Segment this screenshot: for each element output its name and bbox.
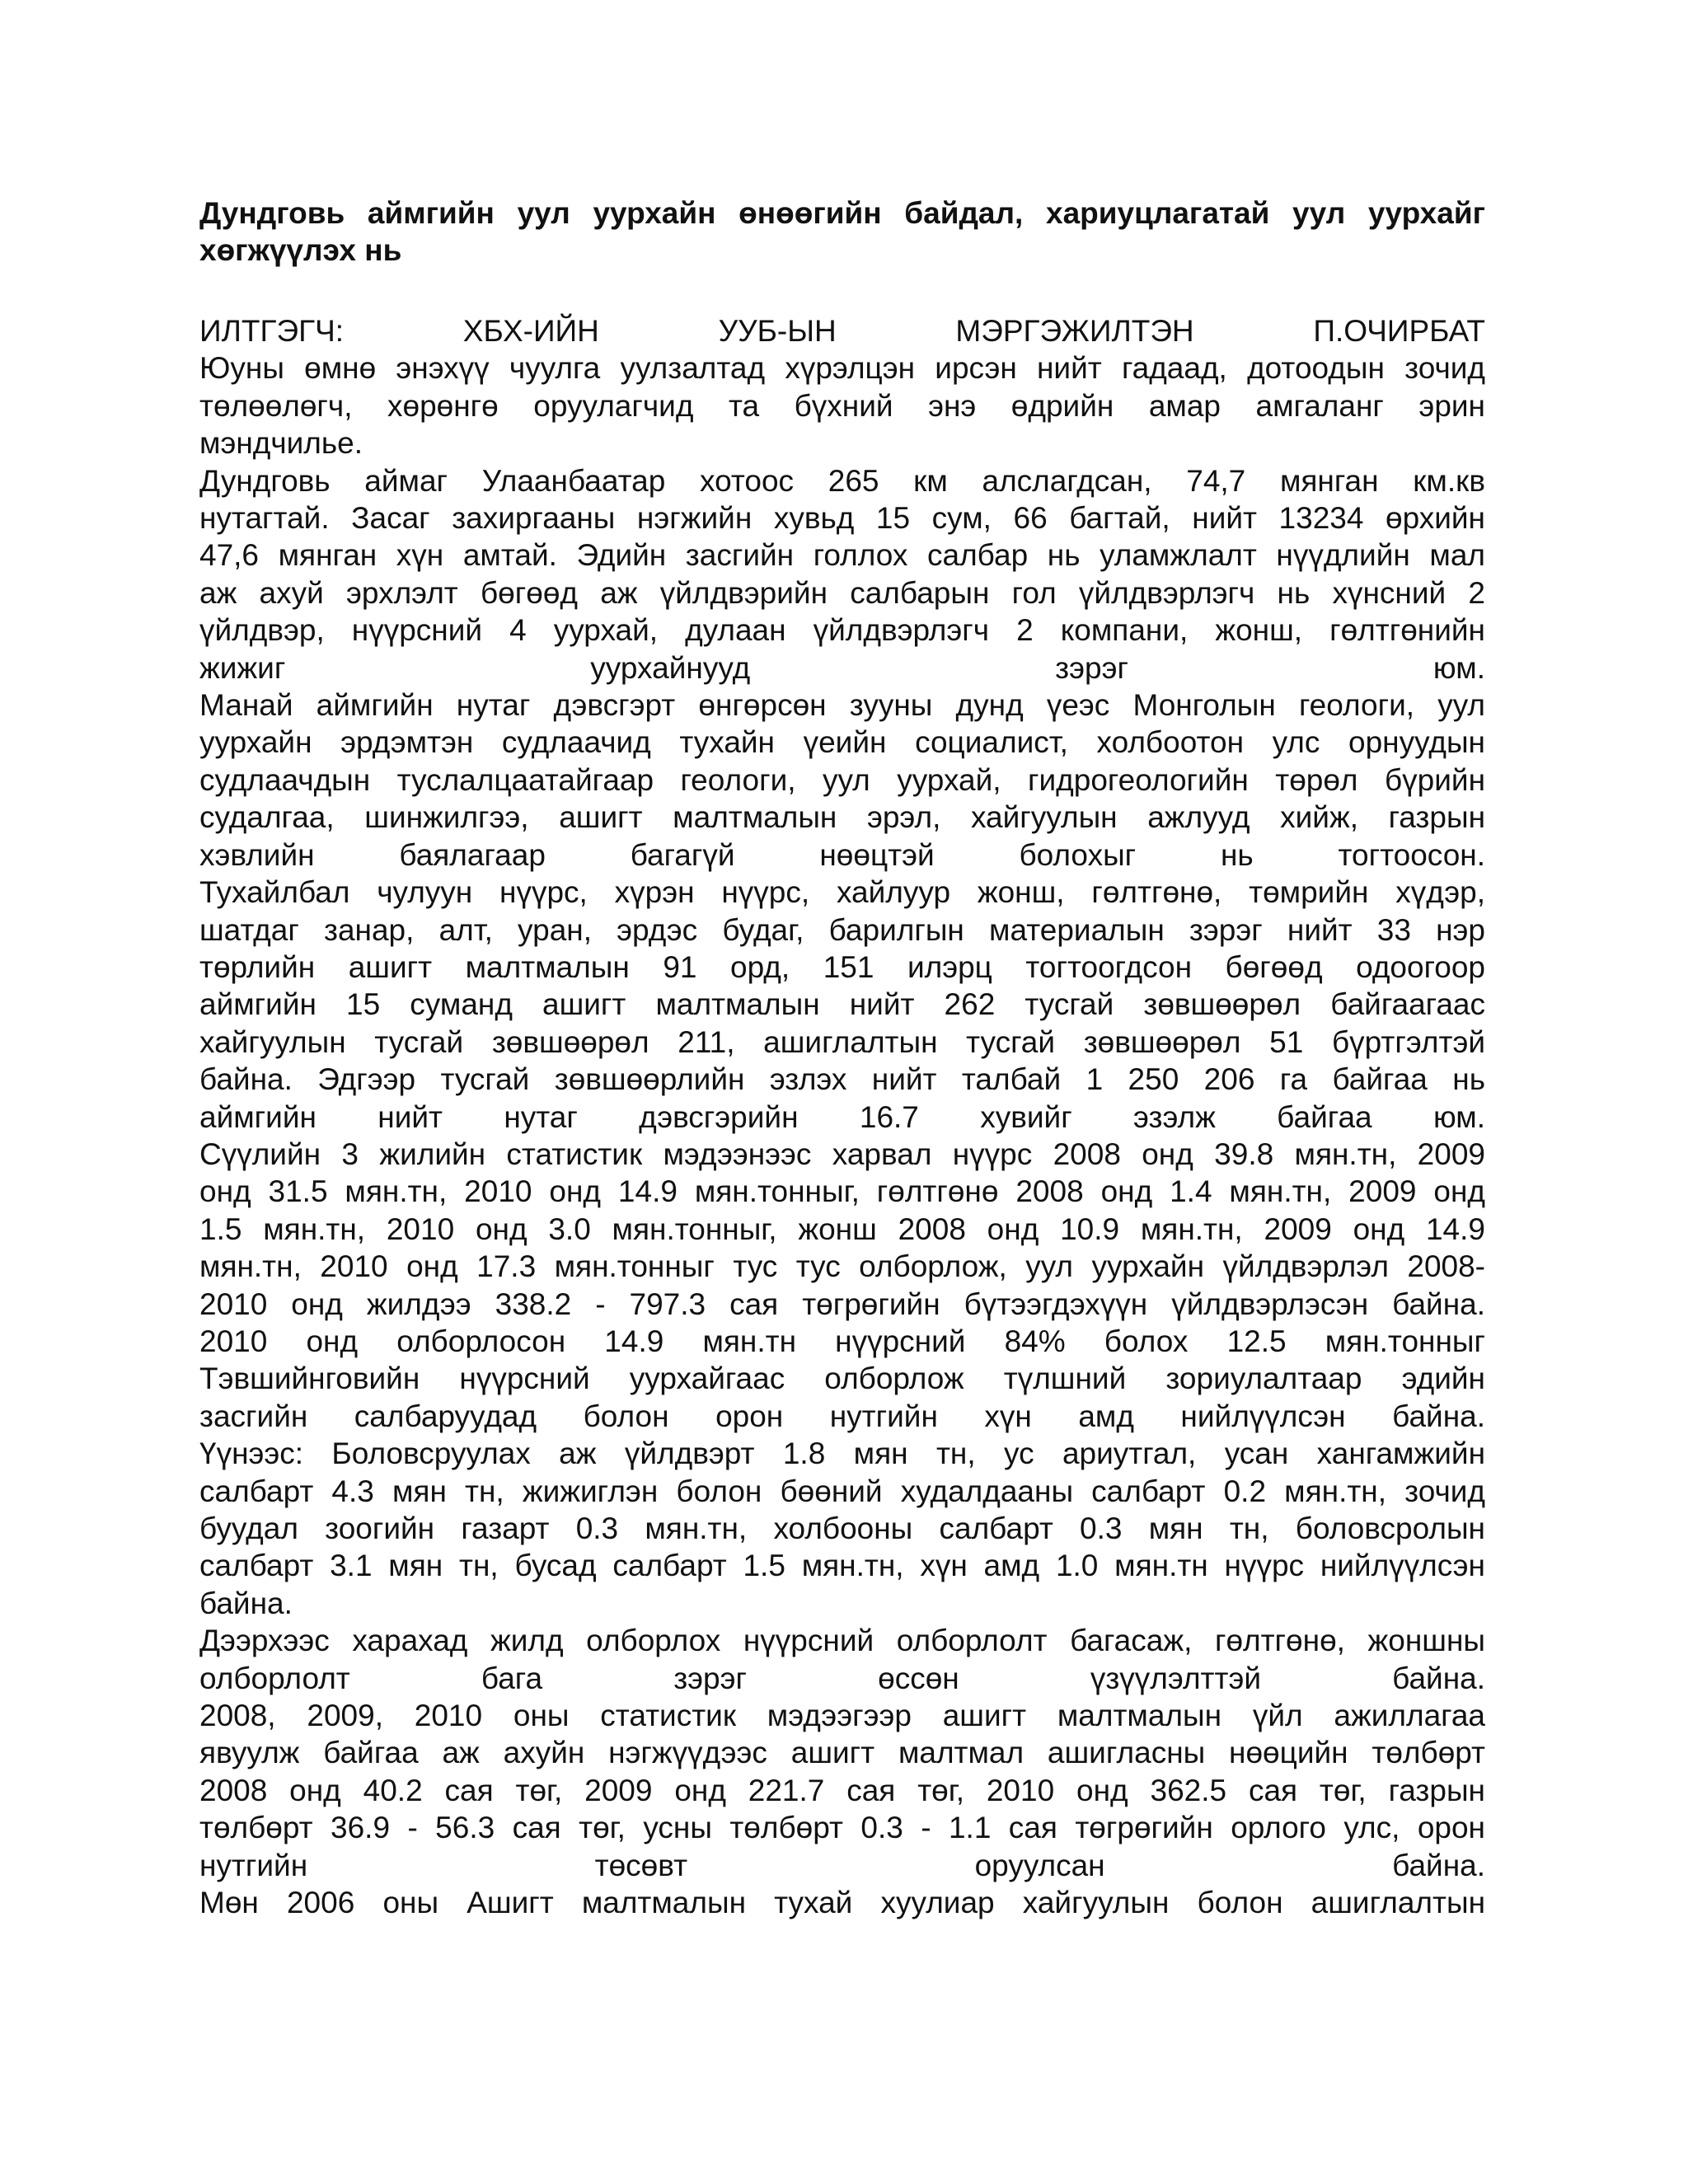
- body-line: төлбөрт 36.9 - 56.3 сая төг, усны төлбөрт 0.3 - 1.1 сая төгрөгийн орлого улс, орон: [199, 1811, 1485, 1845]
- body-line: байна.: [199, 1586, 293, 1620]
- body-line: Юуны өмнө энэхүү чуулга уулзалтад хүрэлцэн ирсэн нийт гадаад, дотоодын зочид: [199, 351, 1485, 386]
- body-line: аймгийн 15 суманд ашигт малтмалын нийт 262 тусгай зөвшөөрөл байгаагаас: [199, 987, 1485, 1022]
- body-line: төрлийн ашигт малтмалын 91 орд, 151 илэрц тогтоогдсон бөгөөд одоогоор: [199, 949, 1485, 984]
- body-line: мэндчилье.: [199, 426, 363, 461]
- body-line: 2008, 2009, 2010 оны статистик мэдээгээр ашигт малтмалын үйл ажиллагаа: [199, 1699, 1485, 1733]
- body-line: аж ахуй эрхлэлт бөгөөд аж үйлдвэрийн салбарын гол үйлдвэрлэгч нь хүнсний 2: [199, 575, 1485, 610]
- body-line: судлаачдын туслалцаатайгаар геологи, уул уурхай, гидрогеологийн төрөл бүрийн: [199, 762, 1485, 797]
- body-line: нутгийн төсөвт оруулсан байна.: [199, 1848, 1485, 1882]
- body-line: Дундговь аймаг Улаанбаатар хотоос 265 км алслагдсан, 74,7 мянган км.кв: [199, 463, 1485, 498]
- document-title: [199, 194, 1485, 269]
- body-line: Үүнээс: Боловсруулах аж үйлдвэрт 1.8 мян тн, ус ариутгал, усан хангамжийн: [199, 1436, 1485, 1471]
- body-line: хайгуулын тусгай зөвшөөрөл 211, ашиглалтын тусгай зөвшөөрөл 51 бүртгэлтэй: [199, 1024, 1485, 1059]
- title-line-2: хөгжүүлэх нь: [199, 233, 402, 267]
- body-line: аймгийн нийт нутаг дэвсгэрийн 16.7 хувийг эзэлж байгаа юм.: [199, 1099, 1485, 1134]
- body-line: нутагтай. Засаг захиргааны нэгжийн хувьд 15 сум, 66 багтай, нийт 13234 өрхийн: [199, 501, 1485, 536]
- body-line: ИЛТГЭГЧ: ХБХ-ИЙН УУБ-ЫН МЭРГЭЖИЛТЭН П.ОЧИРБАТ: [199, 314, 1485, 348]
- body-line: Манай аймгийн нутаг дэвсгэрт өнгөрсөн зууны дунд үеэс Монголын геологи, уул: [199, 688, 1485, 723]
- body-line: явуулж байгаа аж ахуйн нэгжүүдээс ашигт малтмал ашигласны нөөцийн төлбөрт: [199, 1736, 1485, 1770]
- body-line: уурхайн эрдэмтэн судлаачид тухайн үеийн социалист, холбоотон улс орнуудын: [199, 725, 1485, 760]
- body-line: Мөн 2006 оны Ашигт малтмалын тухай хуулиар хайгуулын болон ашиглалтын: [199, 1886, 1485, 1920]
- document-body: [199, 312, 1485, 1921]
- body-line: буудал зоогийн газарт 0.3 мян.тн, холбооны салбарт 0.3 мян тн, боловсролын: [199, 1511, 1485, 1545]
- body-line: салбарт 3.1 мян тн, бусад салбарт 1.5 мян.тн, хүн амд 1.0 мян.тн нүүрс нийлүүлсэн: [199, 1549, 1485, 1583]
- body-line: судалгаа, шинжилгээ, ашигт малтмалын эрэл, хайгуулын ажлууд хийж, газрын: [199, 800, 1485, 835]
- body-line: олборлолт бага зэрэг өссөн үзүүлэлттэй байна.: [199, 1661, 1485, 1695]
- document-page: [199, 194, 1485, 1921]
- body-line: 47,6 мянган хүн амтай. Эдийн засгийн голлох салбар нь уламжлалт нүүдлийн мал: [199, 538, 1485, 573]
- body-line: салбарт 4.3 мян тн, жижиглэн болон бөөний худалдааны салбарт 0.2 мян.тн, зочид: [199, 1474, 1485, 1508]
- body-line: мян.тн, 2010 онд 17.3 мян.тонныг тус тус олборлож, уул уурхайн үйлдвэрлэл 2008-: [199, 1249, 1485, 1284]
- title-line-1: Дундговь аймгийн уул уурхайн өнөөгийн байдал, хариуцлагатай уул уурхайг: [199, 196, 1485, 230]
- body-line: 2008 онд 40.2 сая төг, 2009 онд 221.7 сая төг, 2010 онд 362.5 сая төг, газрын: [199, 1773, 1485, 1807]
- body-line: Тэвшийнговийн нүүрсний уурхайгаас олборлож түлшний зориулалтаар эдийн: [199, 1361, 1485, 1396]
- body-line: жижиг уурхайнууд зэрэг юм.: [199, 650, 1485, 685]
- body-line: онд 31.5 мян.тн, 2010 онд 14.9 мян.тонныг, гөлтгөнө 2008 онд 1.4 мян.тн, 2009 онд: [199, 1174, 1485, 1209]
- body-line: 2010 онд жилдээ 338.2 - 797.3 сая төгрөгийн бүтээгдэхүүн үйлдвэрлэсэн байна.: [199, 1286, 1485, 1321]
- body-line: Дээрхээс харахад жилд олборлох нүүрсний олборлолт багасаж, гөлтгөнө, жоншны: [199, 1624, 1485, 1658]
- body-line: Тухайлбал чулуун нүүрс, хүрэн нүүрс, хайлуур жонш, гөлтгөнө, төмрийн хүдэр,: [199, 875, 1485, 910]
- body-line: Сүүлийн 3 жилийн статистик мэдээнээс харвал нүүрс 2008 онд 39.8 мян.тн, 2009: [199, 1137, 1485, 1171]
- body-line: байна. Эдгээр тусгай зөвшөөрлийн эзлэх нийт талбай 1 250 206 га байгаа нь: [199, 1062, 1485, 1097]
- body-line: шатдаг занар, алт, уран, эрдэс будаг, барилгын материалын зэрэг нийт 33 нэр: [199, 912, 1485, 947]
- body-line: хэвлийн баялагаар багагүй нөөцтэй болохыг нь тогтоосон.: [199, 837, 1485, 872]
- body-line: засгийн салбаруудад болон орон нутгийн хүн амд нийлүүлсэн байна.: [199, 1399, 1485, 1433]
- body-line: 1.5 мян.тн, 2010 онд 3.0 мян.тонныг, жонш 2008 онд 10.9 мян.тн, 2009 онд 14.9: [199, 1212, 1485, 1246]
- body-line: 2010 онд олборлосон 14.9 мян.тн нүүрсний 84% болох 12.5 мян.тонныг: [199, 1324, 1485, 1358]
- body-line: төлөөлөгч, хөрөнгө оруулагчид та бүхний энэ өдрийн амар амгаланг эрин: [199, 388, 1485, 423]
- body-line: үйлдвэр, нүүрсний 4 уурхай, дулаан үйлдвэрлэгч 2 компани, жонш, гөлтгөнийн: [199, 613, 1485, 648]
